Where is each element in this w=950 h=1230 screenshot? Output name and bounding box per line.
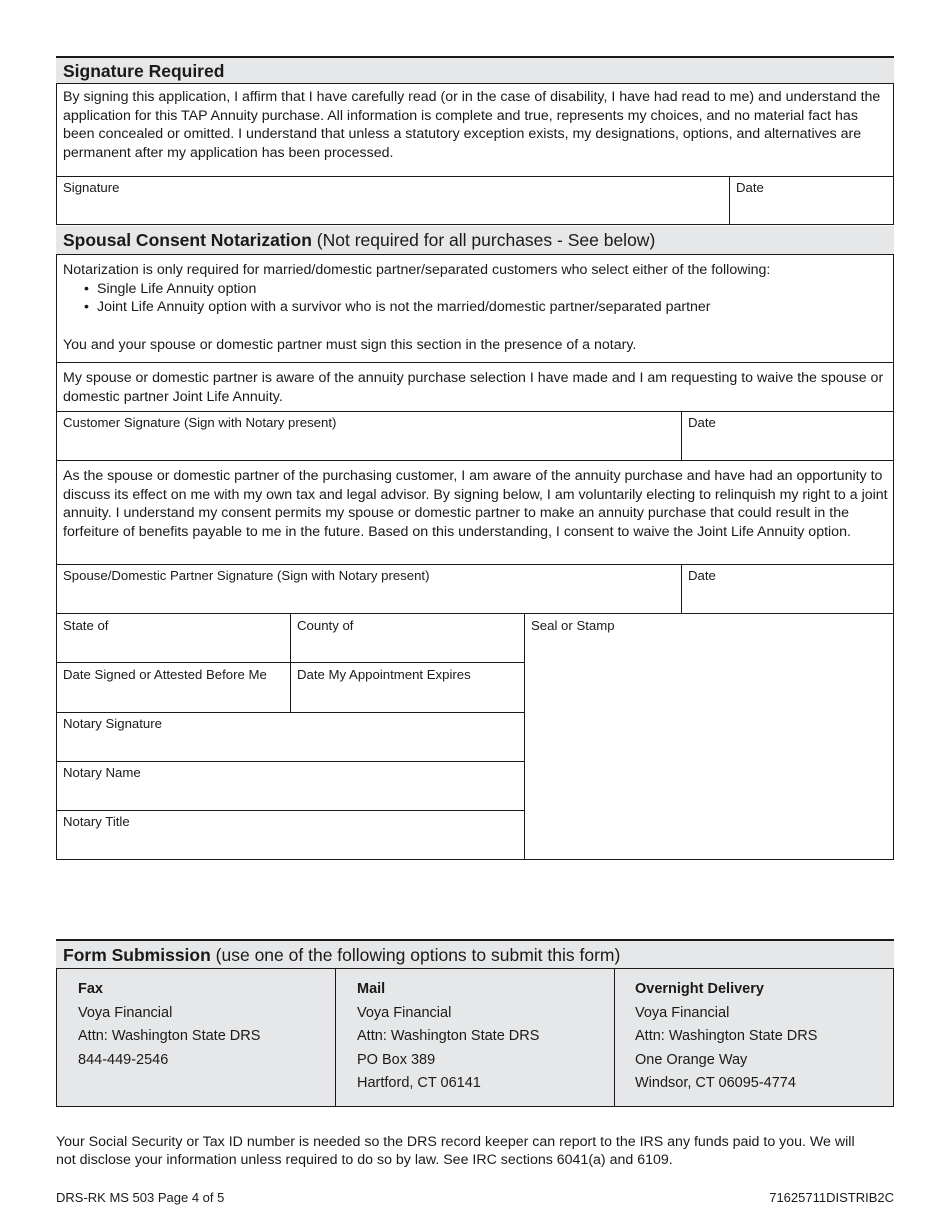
bullet-item bbox=[84, 298, 711, 317]
notary-divider bbox=[56, 712, 525, 713]
appointment-expires-field[interactable]: Date My Appointment Expires bbox=[297, 667, 471, 682]
overnight-line: Voya Financial bbox=[635, 1004, 730, 1021]
mail-line: PO Box 389 bbox=[357, 1051, 436, 1068]
affirmation-text: By signing this application, I affirm that I have carefully read (or in the case of disability, I have had read to me) and understand the application for this TAP Annuity purchase. All information is complete and true, represents my choices, and no material fact has been concealed or omitted. I understand that unless a statutory exception exists, my designations, options, and alternatives are permanent after my application has been processed. bbox=[63, 89, 881, 161]
mail-line: Attn: Washington State DRS bbox=[357, 1028, 540, 1044]
bullet-icon: • bbox=[84, 281, 89, 297]
signature-field[interactable] bbox=[56, 176, 730, 225]
seal-stamp-area: Seal or Stamp bbox=[531, 618, 615, 633]
notary-divider bbox=[524, 613, 525, 860]
spouse-signature-label: Spouse/Domestic Partner Signature (Sign with Notary present) bbox=[63, 568, 430, 583]
customer-signature-label: Customer Signature (Sign with Notary present) bbox=[63, 415, 337, 430]
bullet-text: Single Life Annuity option bbox=[97, 281, 257, 297]
overnight-line: Windsor, CT 06095-4774 bbox=[635, 1075, 796, 1091]
fax-title: Fax bbox=[78, 981, 103, 997]
spousal-section-title: Spousal Consent Notarization bbox=[63, 230, 312, 250]
customer-date-label: Date bbox=[688, 415, 716, 430]
fax-column bbox=[78, 978, 260, 1072]
footer-doc-code: 71625711DISTRIB2C bbox=[769, 1190, 894, 1205]
mail-title: Mail bbox=[357, 981, 386, 997]
notary-grid bbox=[56, 613, 894, 860]
fax-line: Voya Financial bbox=[78, 1004, 173, 1021]
date-signed-field[interactable]: Date Signed or Attested Before Me bbox=[63, 667, 267, 682]
county-field[interactable]: County of bbox=[297, 618, 354, 633]
mail-line: Voya Financial bbox=[357, 1004, 452, 1021]
overnight-column bbox=[635, 978, 817, 1096]
signature-section-header bbox=[56, 56, 894, 84]
bullet-item bbox=[84, 280, 257, 299]
submission-divider bbox=[614, 968, 615, 1107]
presence-note: You and your spouse or domestic partner must sign this section in the presence of a notary. bbox=[63, 337, 637, 353]
bullet-icon: • bbox=[84, 299, 89, 315]
submission-section-title: Form Submission bbox=[63, 945, 211, 965]
signature-date-label: Date bbox=[736, 180, 764, 195]
notary-divider bbox=[56, 810, 525, 811]
overnight-title: Overnight Delivery bbox=[635, 981, 764, 997]
overnight-line: One Orange Way bbox=[635, 1051, 748, 1068]
submission-divider bbox=[335, 968, 336, 1107]
spousal-section-header bbox=[56, 226, 894, 255]
mail-line: Hartford, CT 06141 bbox=[357, 1075, 481, 1091]
fax-number: 844-449-2546 bbox=[78, 1051, 169, 1068]
fax-line: Attn: Washington State DRS bbox=[78, 1028, 261, 1044]
notary-name-field[interactable]: Notary Name bbox=[63, 765, 141, 780]
notary-title-field[interactable]: Notary Title bbox=[63, 814, 130, 829]
submission-section-header bbox=[56, 939, 894, 970]
notary-divider bbox=[290, 613, 291, 713]
spousal-section-subtitle: (Not required for all purchases - See below) bbox=[316, 230, 656, 250]
spouse-date-label: Date bbox=[688, 568, 716, 583]
notarization-intro: Notarization is only required for married/domestic partner/separated customers who select either of the following: bbox=[63, 262, 771, 278]
footer-form-id: DRS-RK MS 503 Page 4 of 5 bbox=[56, 1190, 225, 1205]
state-field[interactable]: State of bbox=[63, 618, 109, 633]
notary-divider bbox=[56, 761, 525, 762]
spouse-statement: As the spouse or domestic partner of the purchasing customer, I am aware of the annuity purchase and have had an opportunity to discuss its effect on me with my own tax and legal advisor. By signing below, I am voluntarily electing to relinquish my right to a joint annuity. I understand my consent permits my spouse or domestic partner to make an annuity purchase that could result in the forfeiture of benefits payable to me in the future. Based on this understanding, I consent to waive the Joint Life Annuity option. bbox=[63, 468, 888, 540]
signature-section-title: Signature Required bbox=[63, 61, 225, 81]
submission-section-subtitle: (use one of the following options to submit this form) bbox=[215, 945, 621, 965]
customer-statement: My spouse or domestic partner is aware of the annuity purchase selection I have made and I am requesting to waive the spouse or domestic partner Joint Life Annuity. bbox=[63, 370, 884, 405]
notary-divider bbox=[56, 662, 525, 663]
mail-column bbox=[357, 978, 539, 1096]
bullet-text: Joint Life Annuity option with a survivor who is not the married/domestic partner/separated partner bbox=[97, 299, 711, 315]
notary-signature-field[interactable]: Notary Signature bbox=[63, 716, 162, 731]
overnight-line: Attn: Washington State DRS bbox=[635, 1028, 818, 1044]
signature-label: Signature bbox=[63, 180, 120, 195]
privacy-note: Your Social Security or Tax ID number is needed so the DRS record keeper can report to the IRS any funds paid to you. We will not disclose your information unless required to do so by law. See IRC sections 6041(a) and 6109. bbox=[56, 1134, 855, 1168]
